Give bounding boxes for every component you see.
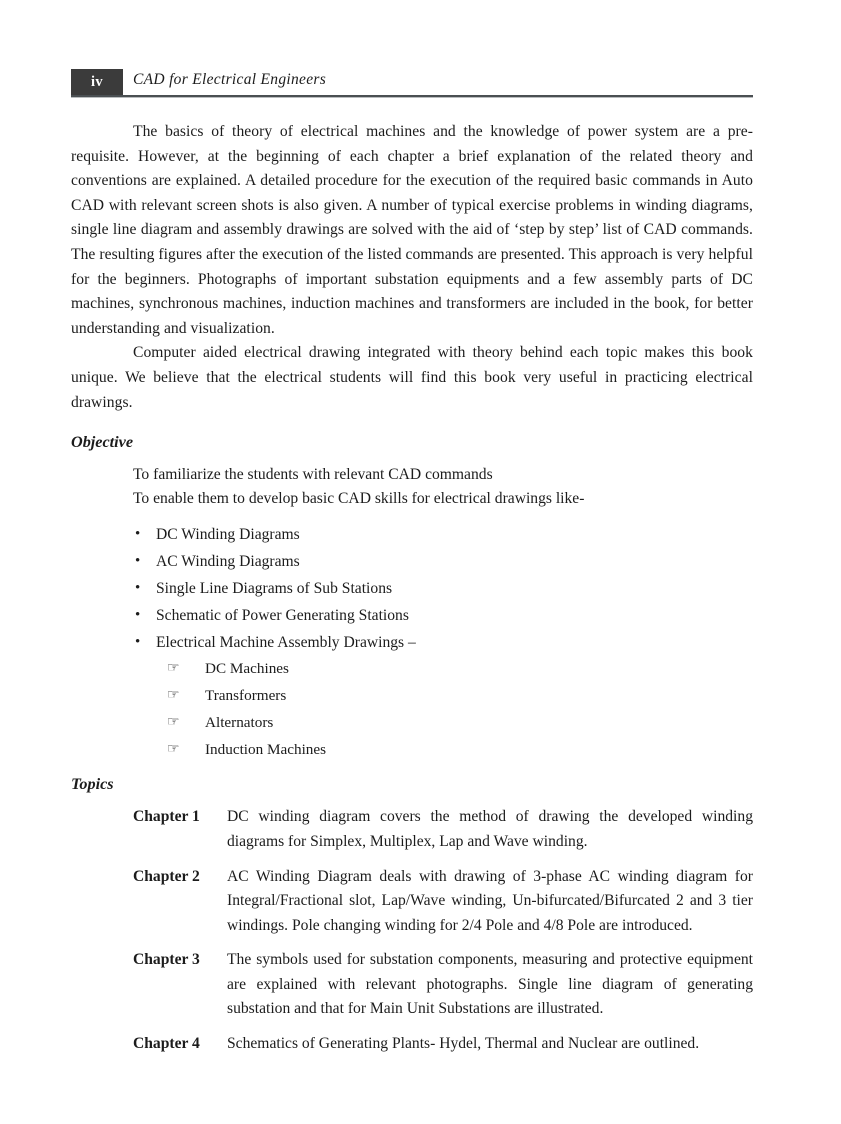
- page-content: [71, 120, 753, 1057]
- chapter-label: Chapter 2: [133, 867, 200, 885]
- list-item: [71, 548, 753, 575]
- book-title: CAD for Electrical Engineers: [133, 71, 327, 88]
- list-item-label: DC Winding Diagrams: [156, 526, 300, 544]
- list-item-label: AC Winding Diagrams: [156, 553, 300, 571]
- objective-line: To familiarize the students with relevant CAD commands: [133, 466, 493, 484]
- page-number-badge: iv: [71, 69, 123, 95]
- bullet-icon: •: [135, 607, 141, 624]
- running-header: [71, 69, 753, 99]
- bullet-icon: •: [135, 634, 141, 651]
- chapter-entry: [71, 805, 753, 854]
- pointing-hand-icon: ☞: [167, 687, 180, 703]
- list-item-label: Electrical Machine Assembly Drawings –: [156, 634, 416, 652]
- intro-paragraph-2: Computer aided electrical drawing integrated with theory behind each topic makes this book unique. We believe that the electrical students will find this book very useful in practicing electrical drawings.: [71, 344, 753, 411]
- spacer-before-objective: [71, 415, 753, 431]
- list-item-label: Schematic of Power Generating Stations: [156, 607, 409, 625]
- bullet-icon: •: [135, 553, 141, 570]
- list-item-label: DC Machines: [205, 660, 289, 678]
- list-item-label: Induction Machines: [205, 740, 327, 758]
- list-item: [71, 710, 753, 737]
- chapter-entry: [71, 865, 753, 939]
- list-item: [71, 602, 753, 629]
- pointing-hand-icon: ☞: [167, 741, 180, 757]
- objective-intro-lines: [71, 463, 753, 511]
- chapter-label: Chapter 3: [133, 951, 200, 969]
- chapter-description: DC winding diagram covers the method of drawing the developed winding diagrams for Simplex, Multiplex, Lap and Wave winding.: [227, 808, 753, 850]
- list-item-label: Single Line Diagrams of Sub Stations: [156, 580, 393, 598]
- chapter-label: Chapter 1: [133, 808, 200, 826]
- spacer-between-chapters: [71, 938, 753, 948]
- list-item: [71, 521, 753, 548]
- objective-line: To enable them to develop basic CAD skills for electrical drawings like-: [133, 490, 585, 508]
- bullet-icon: •: [135, 526, 141, 543]
- spacer-between-chapters: [71, 1022, 753, 1032]
- list-item: [71, 737, 753, 764]
- bullet-icon: •: [135, 580, 141, 597]
- topics-chapter-list: [71, 805, 753, 1056]
- chapter-entry: [71, 1032, 753, 1057]
- spacer-before-bullets: [71, 511, 753, 521]
- list-item: [71, 629, 753, 656]
- chapter-description: AC Winding Diagram deals with drawing of 3-phase AC winding diagram for Integral/Fractional slot, Lap/Wave winding, Un-bifurcated/Bifurcated 2 and 3 tier windings. Pole changing winding for 2/4 Pole and 4/8 Pole are introduced.: [227, 867, 753, 934]
- list-item-label: Transformers: [205, 686, 287, 704]
- header-divider-rule: [71, 95, 753, 98]
- spacer-between-chapters: [71, 855, 753, 865]
- chapter-label: Chapter 4: [133, 1035, 200, 1053]
- list-item: [71, 575, 753, 602]
- objective-bullet-list: [71, 521, 753, 656]
- chapter-description: Schematics of Generating Plants- Hydel, Thermal and Nuclear are outlined.: [227, 1035, 700, 1053]
- topics-heading: Topics: [71, 775, 114, 794]
- spacer-before-topics: [71, 763, 753, 773]
- spacer-after-objective-heading: [71, 453, 753, 463]
- list-item: [71, 683, 753, 710]
- chapter-description: The symbols used for substation components, measuring and protective equipment are explained with relevant photographs. Single line diagram of generating substation and that for Main Unit Substations are illustrated.: [227, 951, 753, 1018]
- intro-paragraph-1: The basics of theory of electrical machines and the knowledge of power system are a pre-requisite. However, at the beginning of each chapter a brief explanation of the related theory and conventions are explained. A detailed procedure for the execution of the required basic commands in Auto CAD with relevant screen shots is also given. A number of typical exercise problems in winding diagrams, single line diagram and assembly drawings are solved with the aid of ‘step by step’ list of CAD commands. The resulting figures after the execution of the listed commands are presented. This approach is very helpful for the beginners. Photographs of important substation equipments and a few assembly parts of DC machines, synchronous machines, induction machines and transformers are included in the book, for better understanding and visualization.: [71, 123, 753, 337]
- list-item: [71, 656, 753, 683]
- spacer-after-topics-heading: [71, 795, 753, 805]
- machine-assembly-sublist: [71, 656, 753, 763]
- chapter-entry: [71, 948, 753, 1022]
- objective-heading: Objective: [71, 433, 134, 452]
- pointing-hand-icon: ☞: [167, 714, 180, 730]
- list-item-label: Alternators: [205, 713, 274, 731]
- pointing-hand-icon: ☞: [167, 661, 180, 677]
